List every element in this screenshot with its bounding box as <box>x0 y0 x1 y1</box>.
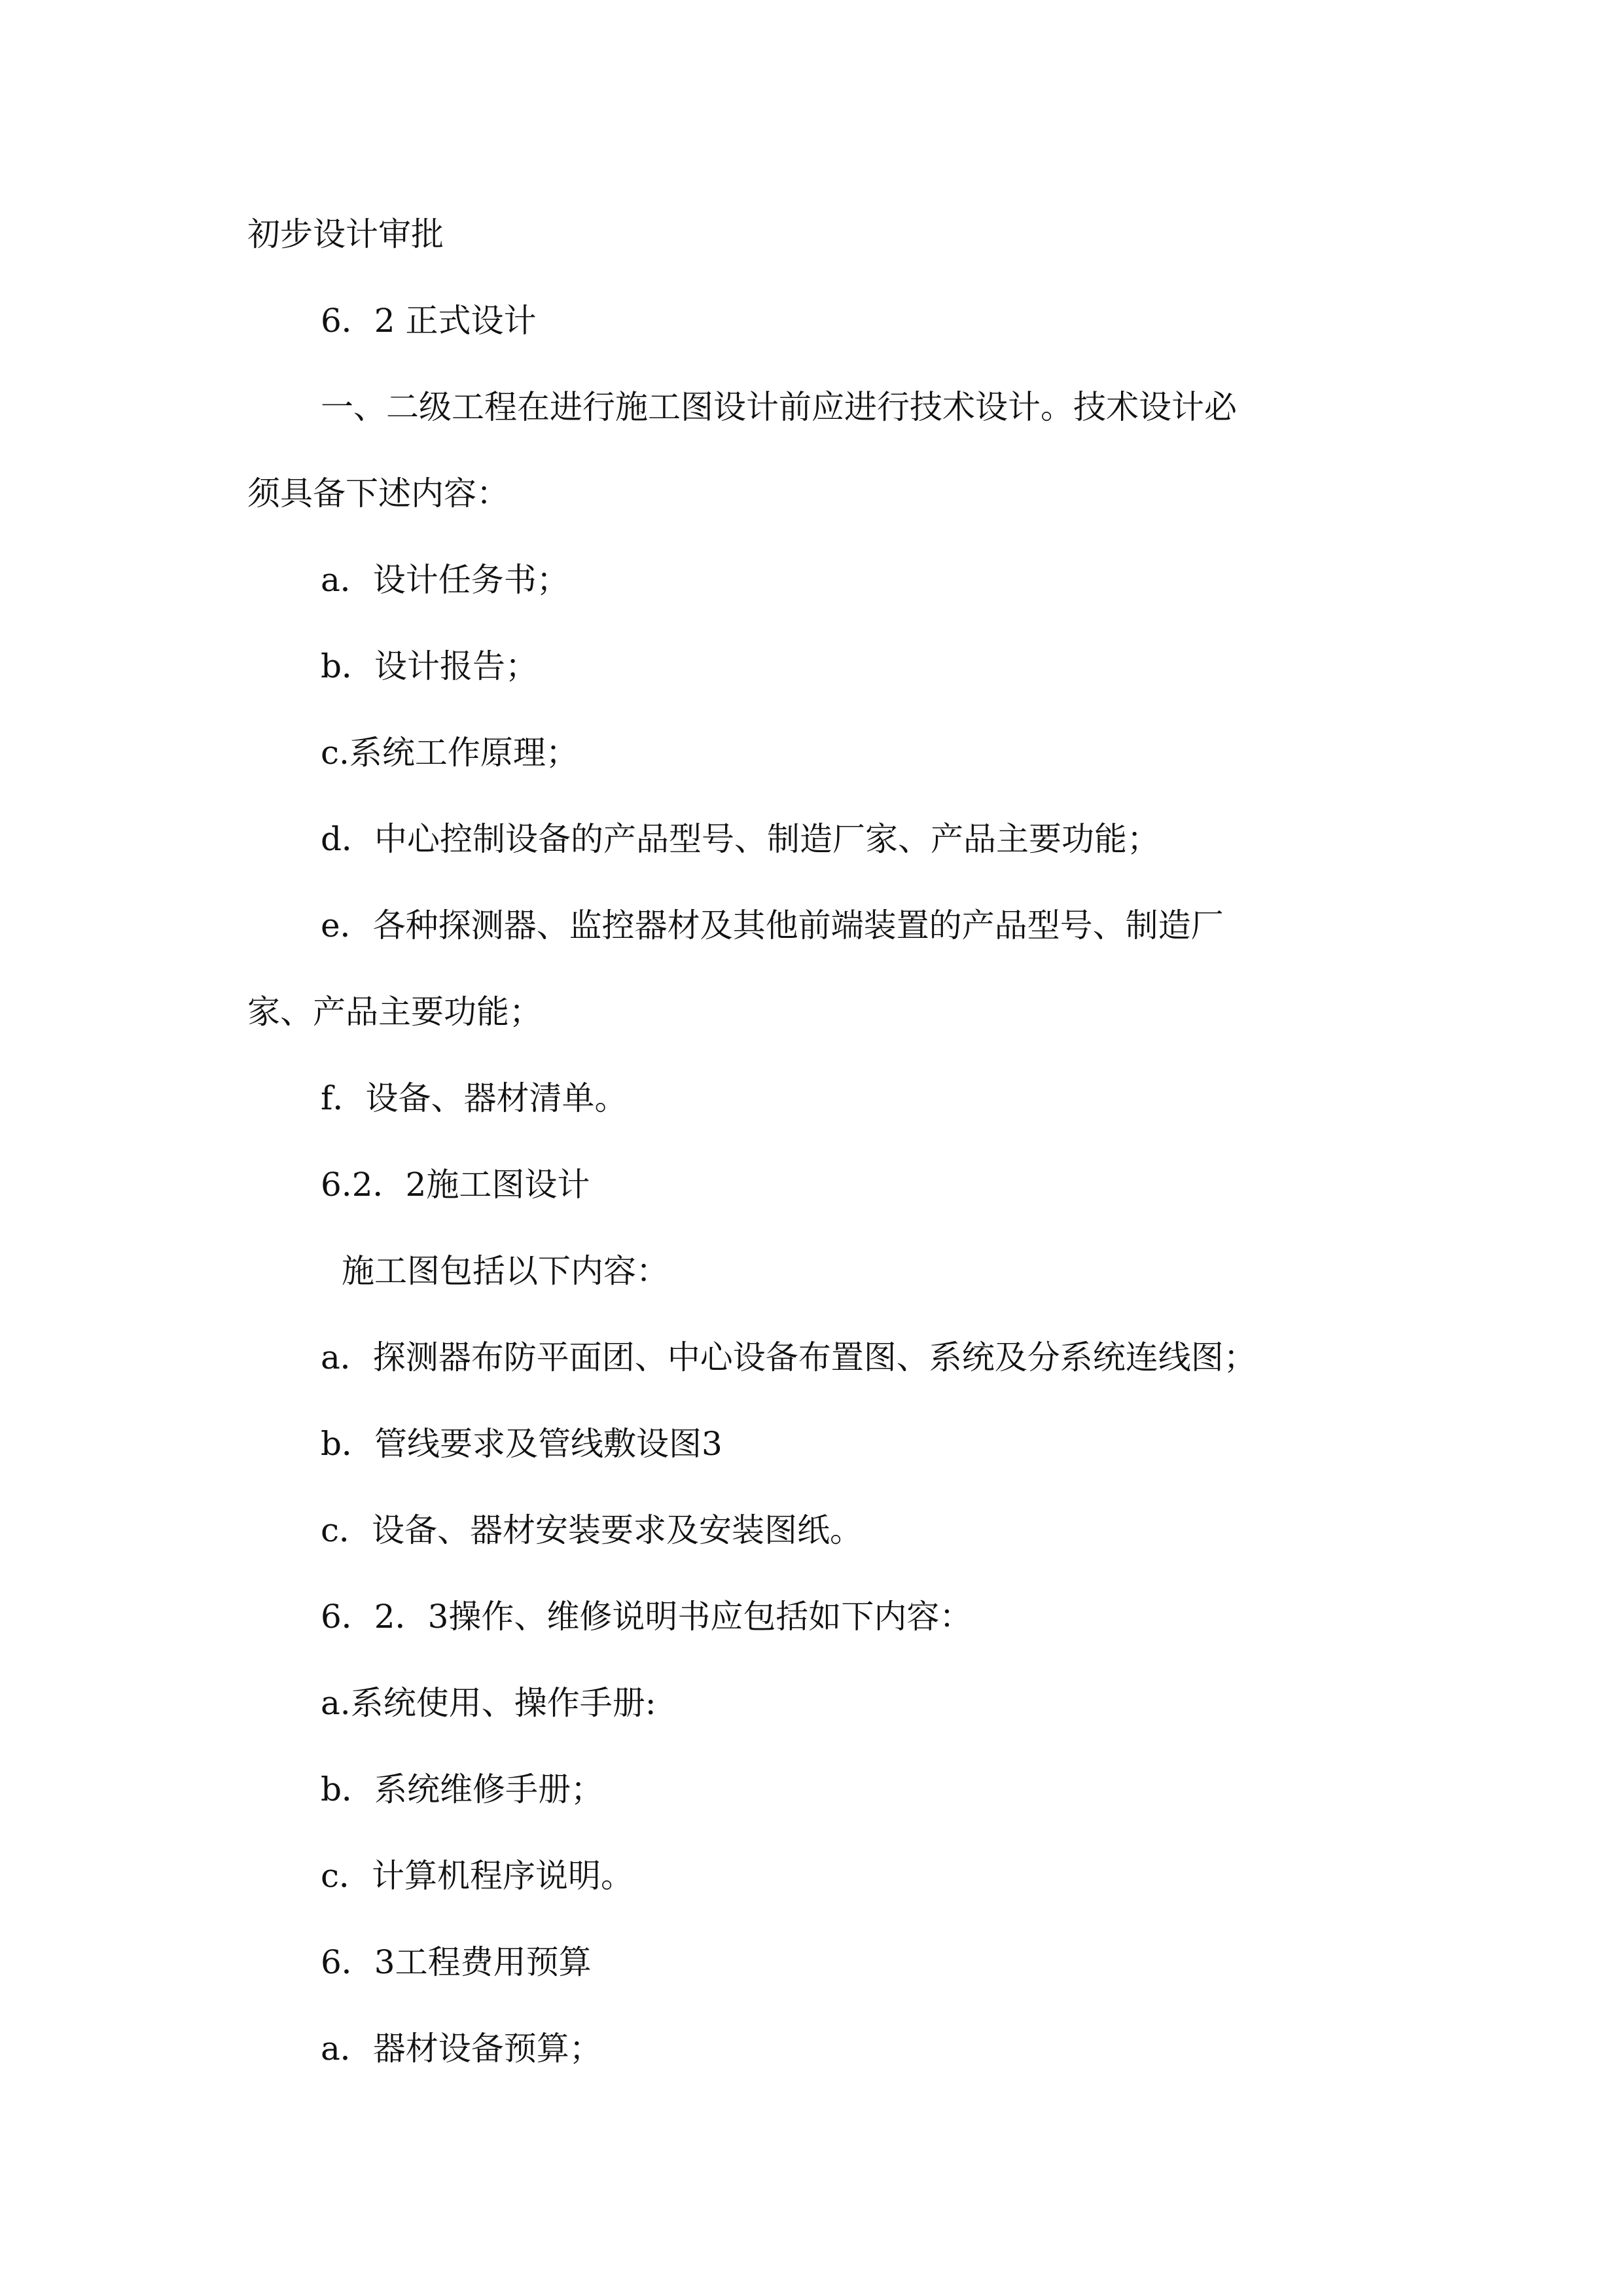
text-line-3: 一、二级工程在进行施工图设计前应进行技术设计。技术设计必 <box>321 388 1237 426</box>
text-line-19: b．系统维修手册； <box>321 1770 604 1808</box>
text-line-11: f．设备、器材清单。 <box>321 1079 628 1117</box>
text-line-7: c.系统工作原理； <box>321 734 579 772</box>
text-line-20: c．计算机程序说明。 <box>321 1857 634 1895</box>
text-line-9: e．各种探测器、监控器材及其他前端装置的产品型号、制造厂 <box>321 906 1224 944</box>
text-line-17: 6．2．3操作、维修说明书应包括如下内容： <box>321 1598 972 1636</box>
text-line-8: d．中心控制设备的产品型号、制造厂家、产品主要功能； <box>321 820 1160 858</box>
text-line-2: 6．2 正式设计 <box>321 302 537 340</box>
text-line-12: 6.2．2施工图设计 <box>321 1166 590 1204</box>
text-line-22: a．器材设备预算； <box>321 2030 602 2068</box>
text-line-4: 须具备下述内容： <box>247 475 509 512</box>
text-line-16: c．设备、器材安装要求及安装图纸。 <box>321 1511 863 1549</box>
text-line-21: 6．3工程费用预算 <box>321 1943 592 1981</box>
text-line-1: 初步设计审批 <box>247 215 444 253</box>
text-line-10: 家、产品主要功能； <box>247 993 542 1031</box>
text-line-5: a．设计任务书； <box>321 561 569 599</box>
text-line-15: b．管线要求及管线敷设图3 <box>321 1425 722 1463</box>
text-line-18: a.系统使用、操作手册: <box>321 1684 656 1722</box>
text-line-14: a．探测器布防平面团、中心设备布置图、系统及分系统连线图； <box>321 1338 1257 1376</box>
text-line-6: b．设计报告； <box>321 647 539 685</box>
text-line-13: 施工图包括以下内容： <box>342 1252 669 1290</box>
